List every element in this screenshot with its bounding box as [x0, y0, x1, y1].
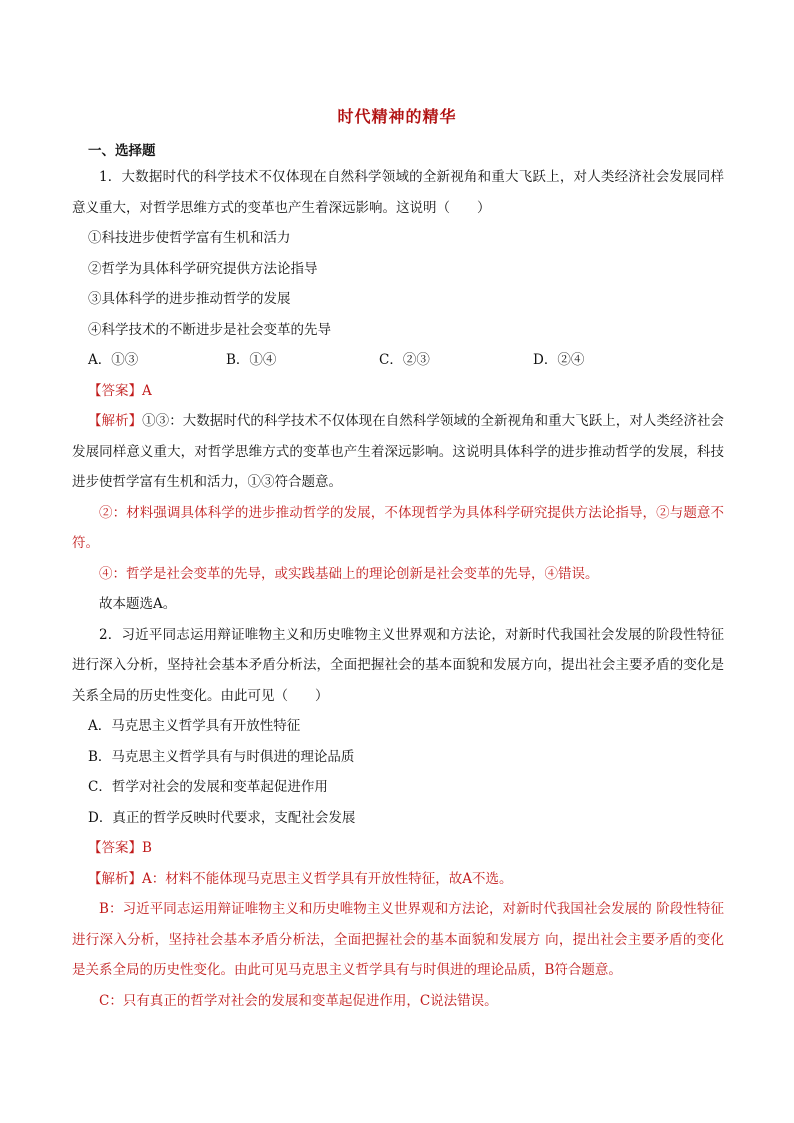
answer-value: A	[142, 382, 152, 399]
question-1-answer	[72, 376, 724, 407]
analysis-text: ①③：大数据时代的科学技术不仅体现在自然科学领域的全新视角和重大飞跃上，对人类经济社会发展同样意义重大，对哲学思维方式的变革也产生着深远影响。这说明具体科学的进步推动哲学的发展，科技进步使哲学富有生机和活力，①③符合题意。	[72, 413, 725, 490]
answer-value: B	[142, 840, 152, 856]
question-2-analysis-2	[72, 894, 724, 986]
analysis-text: B：习近平同志运用辩证唯物主义和历史唯物主义世界观和方法论，对新时代我国社会发展的 阶段性特征进行深入分析，坚持社会基本矛盾分析法，全面把握社会的基本面貌和发展方 向，提出社会主要矛盾的变化是关系全局的历史性变化。由此可见马克思主义哲学具有与时俱进的理论品质，B符合题意。	[72, 901, 724, 978]
choice-d: D．②④	[533, 352, 585, 368]
question-2-analysis-3: C：只有真正的哲学对社会的发展和变革起促进作用，C说法错误。	[99, 992, 498, 1009]
choice-b: B．①④	[226, 352, 277, 368]
question-1-analysis-3: ④：哲学是社会变革的先导，或实践基础上的理论创新是社会变革的先导，④错误。	[99, 565, 599, 582]
analysis-text: A：材料不能体现马克思主义哲学具有开放性特征，故A不选。	[142, 870, 513, 887]
section-heading: 一、选择题	[88, 143, 156, 159]
question-1-analysis-1	[72, 406, 724, 498]
question-2-option-c: C．哲学对社会的发展和变革起促进作用	[88, 779, 328, 795]
question-2-stem: 2．习近平同志运用辩证唯物主义和历史唯物主义世界观和方法论，对新时代我国社会发展的阶段性特征进行深入分析，坚持社会基本矛盾分析法，全面把握社会的基本面貌和发展方向，提出社会主要矛盾的变化是关系全局的历史性变化。由此可见（ ）	[72, 626, 724, 704]
answer-label: 【答案】	[88, 840, 142, 856]
question-1-statement-2: ②哲学为具体科学研究提供方法论指导	[88, 260, 318, 277]
question-2-answer	[72, 833, 724, 864]
page-title: 时代精神的精华	[337, 107, 457, 126]
analysis-label: 【解析】	[88, 870, 142, 887]
question-2-analysis-1	[72, 864, 724, 895]
question-1-stem: 1．大数据时代的科学技术不仅体现在自然科学领域的全新视角和重大飞跃上，对人类经济社会发展同样意义重大，对哲学思维方式的变革也产生着深远影响。这说明（ ）	[72, 169, 724, 216]
question-1-analysis-2: ②：材料强调具体科学的进步推动哲学的发展，不体现哲学为具体科学研究提供方法论指导，②与题意不符。	[72, 504, 724, 551]
question-1-conclusion: 故本题选A。	[99, 596, 177, 612]
question-1-statement-4: ④科学技术的不断进步是社会变革的先导	[88, 321, 331, 338]
question-2-option-d: D．真正的哲学反映时代要求，支配社会发展	[88, 809, 356, 826]
answer-label: 【答案】	[88, 382, 142, 399]
question-2-option-b: B．马克思主义哲学具有与时俱进的理论品质	[88, 748, 355, 765]
question-2-option-a: A．马克思主义哲学具有开放性特征	[88, 718, 301, 734]
choice-a: A．①③	[88, 352, 139, 368]
question-1-statement-1: ①科技进步使哲学富有生机和活力	[88, 230, 291, 246]
document-body	[72, 162, 724, 1016]
question-1-choices	[72, 345, 724, 376]
choice-c: C．②③	[379, 352, 430, 368]
analysis-label: 【解析】	[88, 413, 143, 429]
question-1-statement-3: ③具体科学的进步推动哲学的发展	[88, 291, 291, 307]
